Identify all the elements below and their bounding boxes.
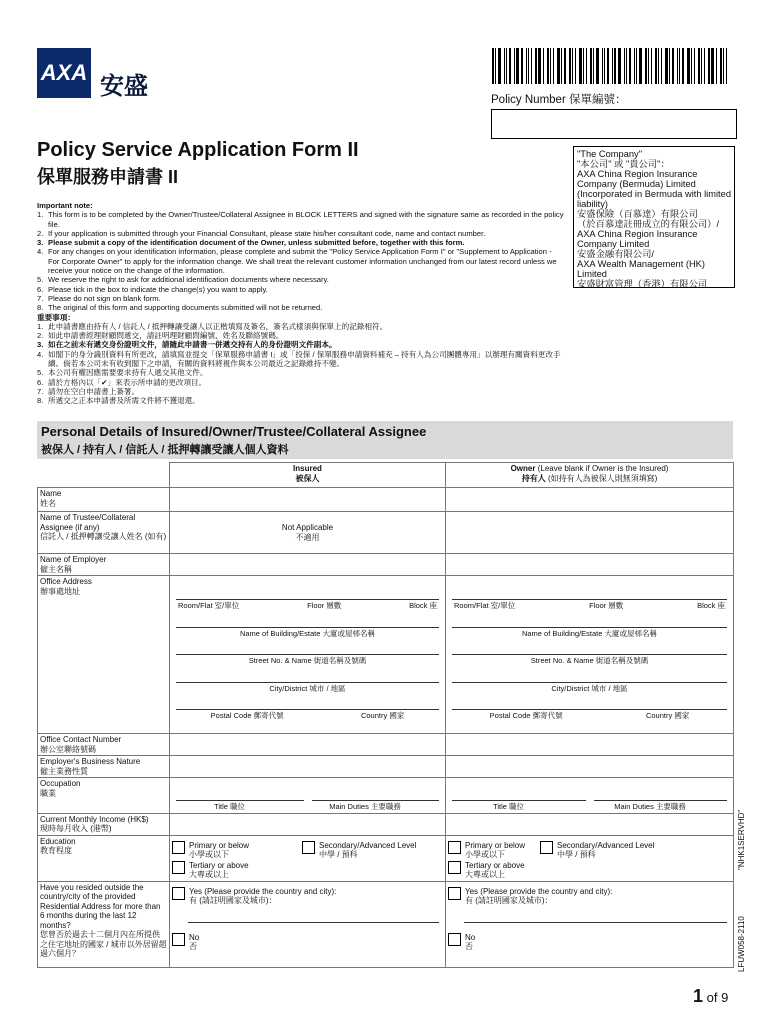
note-item	[37, 238, 565, 247]
insured-office-address-field[interactable]	[170, 576, 446, 734]
tertiary-label: Tertiary or above 大專或以上	[189, 860, 249, 879]
tertiary-label: Tertiary or above 大專或以上	[465, 860, 525, 879]
owner-column-header	[446, 463, 734, 488]
note-item	[37, 303, 565, 312]
note-item	[37, 285, 565, 294]
note-item	[37, 275, 565, 284]
company-line: AXA China Region Insurance Company Limited	[577, 229, 698, 249]
address-line[interactable]	[452, 672, 727, 683]
name-label: Name 姓名	[38, 488, 170, 512]
note-text: 所遞交之正本申請書及所需文件將不獲退還。	[48, 396, 200, 406]
yes-checkbox[interactable]	[448, 887, 461, 900]
company-line: "The Company"	[577, 149, 642, 159]
note-number: 4.	[37, 349, 44, 359]
section-title-en: Personal Details of Insured/Owner/Trustee/Collateral Assignee	[41, 424, 427, 439]
no-label: No 否	[465, 932, 476, 951]
note-number: 2.	[37, 331, 44, 341]
policy-number-field[interactable]	[491, 109, 737, 139]
owner-office-address-field[interactable]	[446, 576, 734, 734]
personal-details-table	[37, 462, 734, 968]
note-text: 如此申請書經理財顧問遞交，請註明理財顧問編號、姓名及聯絡號碼。	[48, 331, 284, 341]
country-label: Country 國家	[360, 711, 405, 720]
note-number: 5.	[37, 275, 44, 285]
country-label: Country 國家	[645, 711, 690, 720]
form-side-code: "NHK1SERVHD"	[737, 809, 746, 870]
trustee-not-applicable	[170, 512, 446, 554]
office-address-label: Office Address 辦事處地址	[38, 576, 170, 734]
secondary-label: Secondary/Advanced Level 中學 / 預科	[319, 840, 417, 859]
education-label: Education 教育程度	[38, 835, 170, 881]
income-label: Current Monthly Income (HK$) 現時每月收入 (港幣)	[38, 813, 170, 835]
note-text: 如在之前未有遞交身份證明文件，請隨此申請書一併遞交持有人的身份證明文件副本。	[48, 340, 337, 350]
note-text: We reserve the right to ask for additional identification documents where necessary.	[48, 275, 329, 285]
tertiary-checkbox[interactable]	[448, 861, 461, 874]
page-current: 1	[693, 986, 704, 1006]
city-label: City/District 城市 / 地區	[269, 683, 346, 693]
note-item	[37, 350, 565, 369]
note-number: 7.	[37, 386, 44, 396]
note-text: Please tick in the box to indicate the change(s) you want to apply.	[48, 284, 268, 294]
note-item	[37, 396, 565, 405]
secondary-label: Secondary/Advanced Level 中學 / 預科	[557, 840, 655, 859]
address-line[interactable]	[452, 617, 727, 628]
form-code: LFUW058-2110	[737, 916, 746, 972]
owner-trustee-field[interactable]	[446, 512, 734, 554]
business-nature-label: Employer's Business Nature 僱主業務性質	[38, 756, 170, 778]
no-checkbox[interactable]	[172, 933, 185, 946]
insured-header-cn: 被保人	[295, 473, 320, 483]
note-item	[37, 340, 565, 349]
note-text: The original of this form and supporting documents submitted will not be returned.	[48, 303, 323, 313]
owner-name-field[interactable]	[446, 488, 734, 512]
note-text: 請勿在空白申請書上簽署。	[48, 386, 140, 396]
company-definition-box	[573, 146, 735, 288]
note-text: If your application is submitted through your Financial Consultant, please state his/her consultant code, name and contact number.	[48, 228, 486, 238]
title-line[interactable]	[452, 790, 586, 801]
address-line[interactable]	[176, 589, 439, 600]
insured-education-options	[170, 835, 446, 881]
country-city-line[interactable]	[464, 912, 727, 923]
secondary-checkbox[interactable]	[540, 841, 553, 854]
floor-label: Floor 層數	[589, 601, 624, 610]
room-label: Room/Flat 室/單位	[178, 601, 240, 610]
insured-occupation-field[interactable]	[170, 778, 446, 814]
company-line: AXA Wealth Management (HK) Limited	[577, 259, 705, 279]
address-line[interactable]	[176, 699, 439, 710]
insured-header-en: Insured	[293, 464, 322, 473]
note-item	[37, 210, 565, 229]
note-number: 8.	[37, 396, 44, 406]
not-applicable-cn: 不適用	[295, 532, 320, 542]
owner-resided-options	[446, 881, 734, 967]
postal-label: Postal Code 郵寄代號	[210, 711, 284, 720]
form-title-en: Policy Service Application Form II	[37, 139, 359, 161]
employer-label: Name of Employer 僱主名稱	[38, 554, 170, 576]
street-label: Street No. & Name 街道名稱及號碼	[248, 656, 367, 665]
yes-checkbox[interactable]	[172, 887, 185, 900]
note-number: 6.	[37, 284, 44, 294]
owner-header-cn: 持有人	[521, 473, 546, 483]
note-item	[37, 368, 565, 377]
tertiary-checkbox[interactable]	[172, 861, 185, 874]
postal-label: Postal Code 郵寄代號	[489, 711, 563, 720]
country-city-line[interactable]	[188, 912, 439, 923]
owner-business-nature-field[interactable]	[446, 756, 734, 778]
floor-label: Floor 層數	[307, 601, 342, 610]
yes-label: Yes (Please provide the country and city): 有 (請註明國家及城市)：	[465, 886, 613, 905]
note-number: 3.	[37, 238, 44, 248]
owner-occupation-field[interactable]	[446, 778, 734, 814]
note-number: 1.	[37, 321, 44, 331]
policy-number-label: Policy Number 保單編號：	[491, 94, 627, 106]
address-line[interactable]	[176, 644, 439, 655]
owner-header-note: (Leave blank if Owner is the Insured)	[537, 464, 669, 473]
company-line: （於百慕達註冊成立的有限公司）/	[577, 219, 720, 229]
note-number: 1.	[37, 210, 44, 220]
address-line[interactable]	[176, 617, 439, 628]
important-notes	[37, 201, 565, 406]
note-number: 2.	[37, 228, 44, 238]
insured-name-field[interactable]	[170, 488, 446, 512]
note-item	[37, 378, 565, 387]
owner-income-field[interactable]	[446, 813, 734, 835]
job-title-label: Title 職位	[493, 802, 525, 811]
insured-office-contact-field[interactable]	[170, 734, 446, 756]
owner-header-cn-note: (如持有人為被保人則無須填寫)	[547, 473, 658, 483]
title-line[interactable]	[176, 790, 304, 801]
trustee-label: Name of Trustee/Collateral Assignee (if any) 信託人 / 抵押轉讓受讓人姓名 (如有)	[38, 512, 170, 554]
blank-header-cell	[38, 463, 170, 488]
not-applicable-en: Not Applicable	[281, 523, 334, 532]
axa-logo: AXA	[37, 48, 91, 98]
building-label: Name of Building/Estate 大廈或屋邨名稱	[239, 628, 376, 638]
page-number	[693, 986, 728, 1007]
insured-employer-field[interactable]	[170, 554, 446, 576]
form-title-cn: 保單服務申請書 II	[37, 167, 179, 187]
no-label: No 否	[189, 932, 200, 951]
note-item	[37, 294, 565, 303]
block-label: Block 座	[409, 601, 437, 610]
main-duties-label: Main Duties 主要職務	[329, 802, 401, 811]
no-checkbox[interactable]	[448, 933, 461, 946]
logo-chinese-text: 安盛	[100, 73, 148, 100]
job-title-label: Title 職位	[214, 802, 246, 811]
note-number: 5.	[37, 368, 44, 378]
note-item	[37, 387, 565, 396]
primary-checkbox[interactable]	[448, 841, 461, 854]
block-label: Block 座	[697, 601, 725, 610]
notes-list-cn	[37, 322, 565, 406]
yes-label: Yes (Please provide the country and city): 有 (請註明國家及城市)：	[189, 886, 337, 905]
section-header	[37, 421, 733, 459]
address-line[interactable]	[452, 699, 727, 710]
company-line: 安盛金融有限公司/	[577, 249, 654, 259]
owner-office-contact-field[interactable]	[446, 734, 734, 756]
owner-employer-field[interactable]	[446, 554, 734, 576]
building-label: Name of Building/Estate 大廈或屋邨名稱	[521, 628, 658, 638]
primary-label: Primary or below 小學或以下	[189, 840, 250, 859]
company-line: 安盛保險（百慕達）有限公司	[577, 209, 698, 219]
address-line[interactable]	[452, 589, 727, 600]
note-text: Please submit a copy of the identification document of the Owner, unless submitted before, together with this form.	[48, 238, 465, 248]
secondary-checkbox[interactable]	[302, 841, 315, 854]
insured-income-field[interactable]	[170, 813, 446, 835]
company-line: "本公司" 或 "貴公司"：	[577, 159, 670, 169]
note-item	[37, 229, 565, 238]
primary-label: Primary or below 小學或以下	[465, 840, 526, 859]
main-duties-label: Main Duties 主要職務	[614, 802, 686, 811]
street-label: Street No. & Name 街道名稱及號碼	[530, 656, 649, 665]
insured-business-nature-field[interactable]	[170, 756, 446, 778]
note-text: Please do not sign on blank form.	[48, 293, 161, 303]
occupation-label: Occupation 職業	[38, 778, 170, 814]
company-line: AXA China Region Insurance Company (Bermuda) Limited (Incorporated in Bermuda with limited liability)	[577, 169, 731, 209]
note-text: 本公司有權因應需要要求持有人遞交其他文件。	[48, 368, 208, 378]
note-number: 8.	[37, 303, 44, 313]
notes-list-en	[37, 210, 565, 312]
owner-education-options	[446, 835, 734, 881]
address-line[interactable]	[452, 644, 727, 655]
notes-heading-en: Important note:	[37, 201, 93, 210]
note-text: 請於方格內以「✔」來表示所申請的更改項目。	[48, 377, 207, 387]
insured-column-header	[170, 463, 446, 488]
address-line[interactable]	[176, 672, 439, 683]
section-title-cn: 被保人 / 持有人 / 信託人 / 抵押轉讓受讓人個人資料	[41, 444, 289, 456]
note-number: 7.	[37, 293, 44, 303]
company-line: 安盛財富管理（香港）有限公司	[577, 279, 708, 289]
notes-heading-cn: 重要事項：	[37, 312, 75, 322]
barcode	[492, 48, 737, 84]
note-text: 如閣下的身分識別資料有所更改，請填寫並提交「保單服務申請書 I」或「投保 / 保單服務申請資料補充 – 持有人為公司團體專用」以辦理有關資料更改手續。倘若本公司未有收到閣下之申請，有關的資料將視作與本公司最近之記錄維持不變。	[48, 349, 561, 369]
insured-resided-options	[170, 881, 446, 967]
office-contact-label: Office Contact Number 辦公室聯絡號碼	[38, 734, 170, 756]
note-text: For any changes on your identification information, please complete and submit the "Policy Service Application Form I" or "Supplement to Application - For Corporate Owner" to apply for the information change. We shall treat the relevant customer information unchanged from our latest record unless we receive your notice on the change of the information.	[48, 247, 557, 276]
note-item	[37, 247, 565, 275]
page-total: of 9	[703, 990, 729, 1005]
primary-checkbox[interactable]	[172, 841, 185, 854]
resided-question: Have you resided outside the country/city of the provided Residential Address for more than 6 months during the last 12 months? 您曾否於過去十二個月內在所提供之住宅地址的國家 / 城市以外居留超過六個月？	[38, 881, 170, 967]
city-label: City/District 城市 / 地區	[551, 683, 628, 693]
duties-line[interactable]	[312, 790, 440, 801]
note-text: 此申請書應由持有人 / 信託人 / 抵押轉讓受讓人以正楷填寫及簽名，簽名式樣須與保單上的記錄相符。	[48, 321, 388, 331]
room-label: Room/Flat 室/單位	[454, 601, 516, 610]
note-number: 3.	[37, 340, 44, 350]
note-number: 6.	[37, 377, 44, 387]
duties-line[interactable]	[594, 790, 728, 801]
note-item	[37, 322, 565, 331]
note-number: 4.	[37, 247, 44, 257]
owner-header-en: Owner	[510, 464, 536, 473]
note-text: This form is to be completed by the Owner/Trustee/Collateral Assignee in BLOCK LETTERS and signed with the signature same as recorded in the policy file.	[48, 210, 564, 229]
